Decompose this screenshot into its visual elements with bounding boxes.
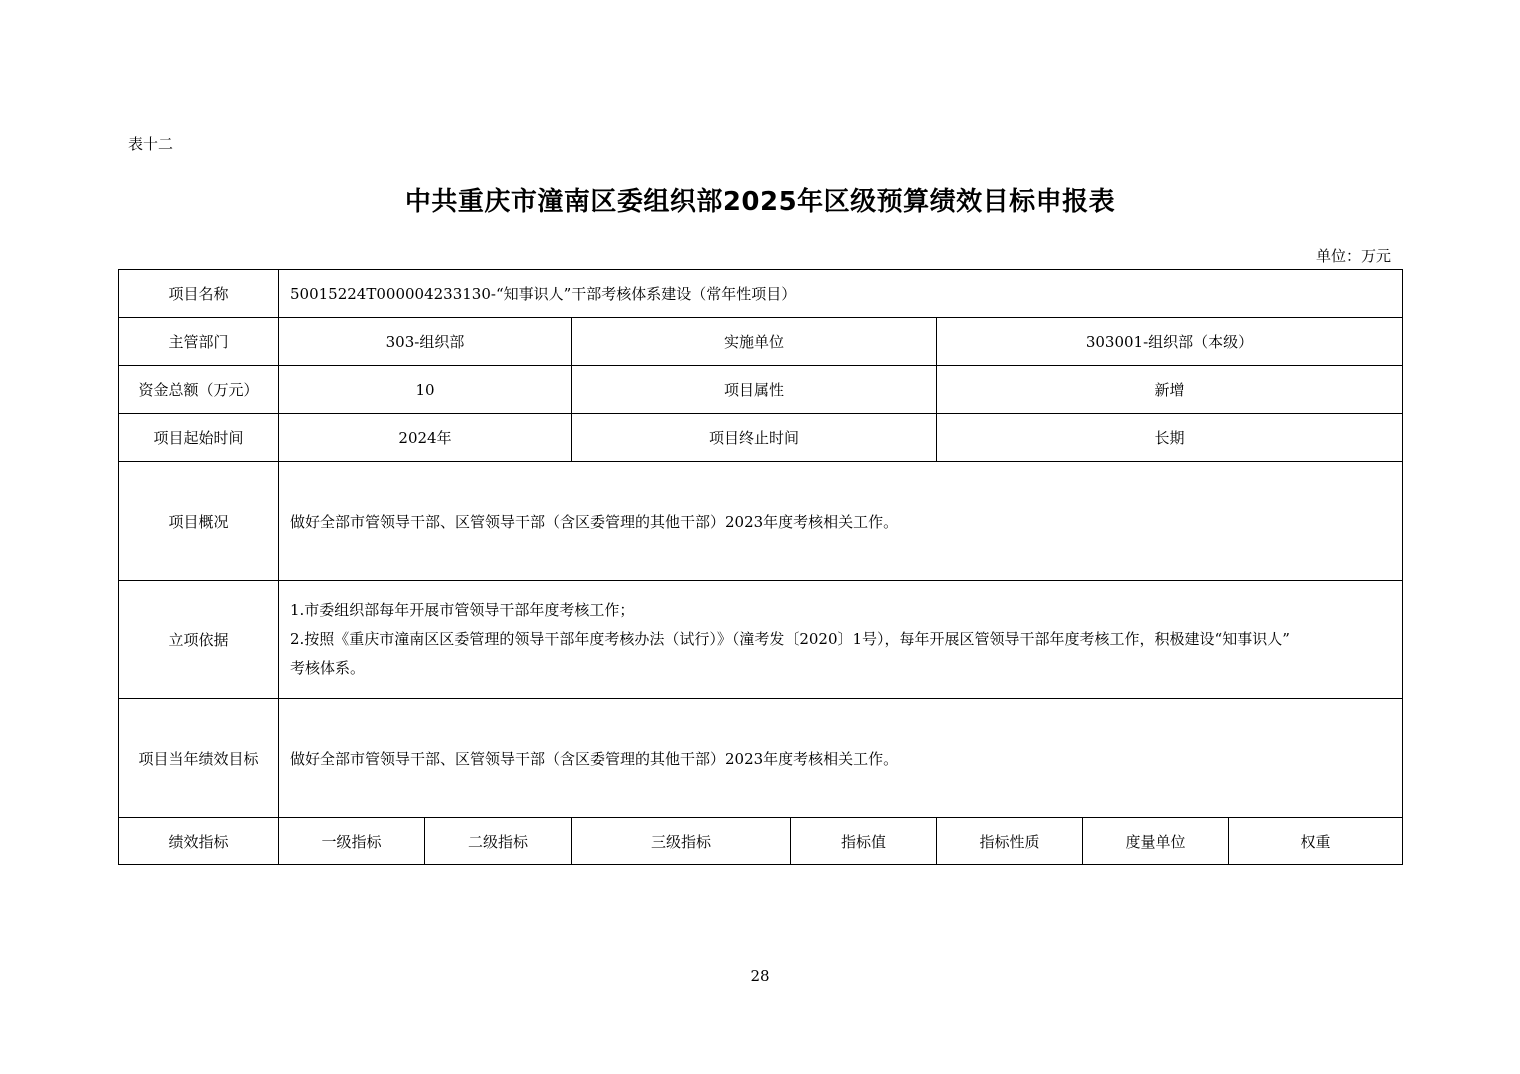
indicator-header: 一级指标 — [279, 818, 425, 865]
indicator-header: 指标值 — [791, 818, 937, 865]
project-name-value: 50015224T000004233130-“知事识人”干部考核体系建设（常年性项目） — [279, 270, 1403, 318]
page-title: 中共重庆市潼南区委组织部2025年区级预算绩效目标申报表 — [404, 187, 1116, 217]
implementing-unit-label: 实施单位 — [572, 318, 937, 366]
performance-target-form — [118, 269, 1403, 865]
row-project-name — [119, 270, 1403, 318]
row-basis — [119, 581, 1403, 699]
indicator-header: 指标性质 — [937, 818, 1083, 865]
row-annual-goal — [119, 699, 1403, 818]
project-attribute-value: 新增 — [937, 366, 1403, 414]
row-indicators — [119, 818, 1403, 865]
end-time-label: 项目终止时间 — [572, 414, 937, 462]
funds-label: 资金总额（万元） — [119, 366, 279, 414]
row-overview — [119, 462, 1403, 581]
basis-label: 立项依据 — [119, 581, 279, 699]
indicators-label: 绩效指标 — [119, 818, 279, 865]
implementing-unit-value: 303001-组织部（本级） — [937, 318, 1403, 366]
project-name-label: 项目名称 — [119, 270, 279, 318]
indicator-header: 权重 — [1229, 818, 1403, 865]
row-funds — [119, 366, 1403, 414]
row-department — [119, 318, 1403, 366]
end-time-value: 长期 — [937, 414, 1403, 462]
overview-value: 做好全部市管领导干部、区管领导干部（含区委管理的其他干部）2023年度考核相关工作。 — [279, 462, 1403, 581]
department-label: 主管部门 — [119, 318, 279, 366]
start-time-value: 2024年 — [279, 414, 572, 462]
annual-goal-label: 项目当年绩效目标 — [119, 699, 279, 818]
page-number: 28 — [750, 967, 770, 985]
start-time-label: 项目起始时间 — [119, 414, 279, 462]
indicator-header: 二级指标 — [425, 818, 572, 865]
annual-goal-value: 做好全部市管领导干部、区管领导干部（含区委管理的其他干部）2023年度考核相关工作。 — [279, 699, 1403, 818]
basis-line: 2.按照《重庆市潼南区区委管理的领导干部年度考核办法（试行）》（潼考发〔2020〕1号），每年开展区管领导干部年度考核工作，积极建设“知事识人” — [290, 630, 1290, 648]
department-value: 303-组织部 — [279, 318, 572, 366]
funds-value: 10 — [279, 366, 572, 414]
indicator-header: 三级指标 — [572, 818, 791, 865]
overview-label: 项目概况 — [119, 462, 279, 581]
basis-value — [279, 581, 1403, 699]
basis-line: 1.市委组织部每年开展市管领导干部年度考核工作； — [290, 601, 635, 619]
unit-label: 单位：万元 — [1315, 247, 1391, 265]
basis-line: 考核体系。 — [290, 659, 366, 677]
row-period — [119, 414, 1403, 462]
table-label: 表十二 — [128, 135, 174, 153]
indicator-header: 度量单位 — [1083, 818, 1229, 865]
project-attribute-label: 项目属性 — [572, 366, 937, 414]
